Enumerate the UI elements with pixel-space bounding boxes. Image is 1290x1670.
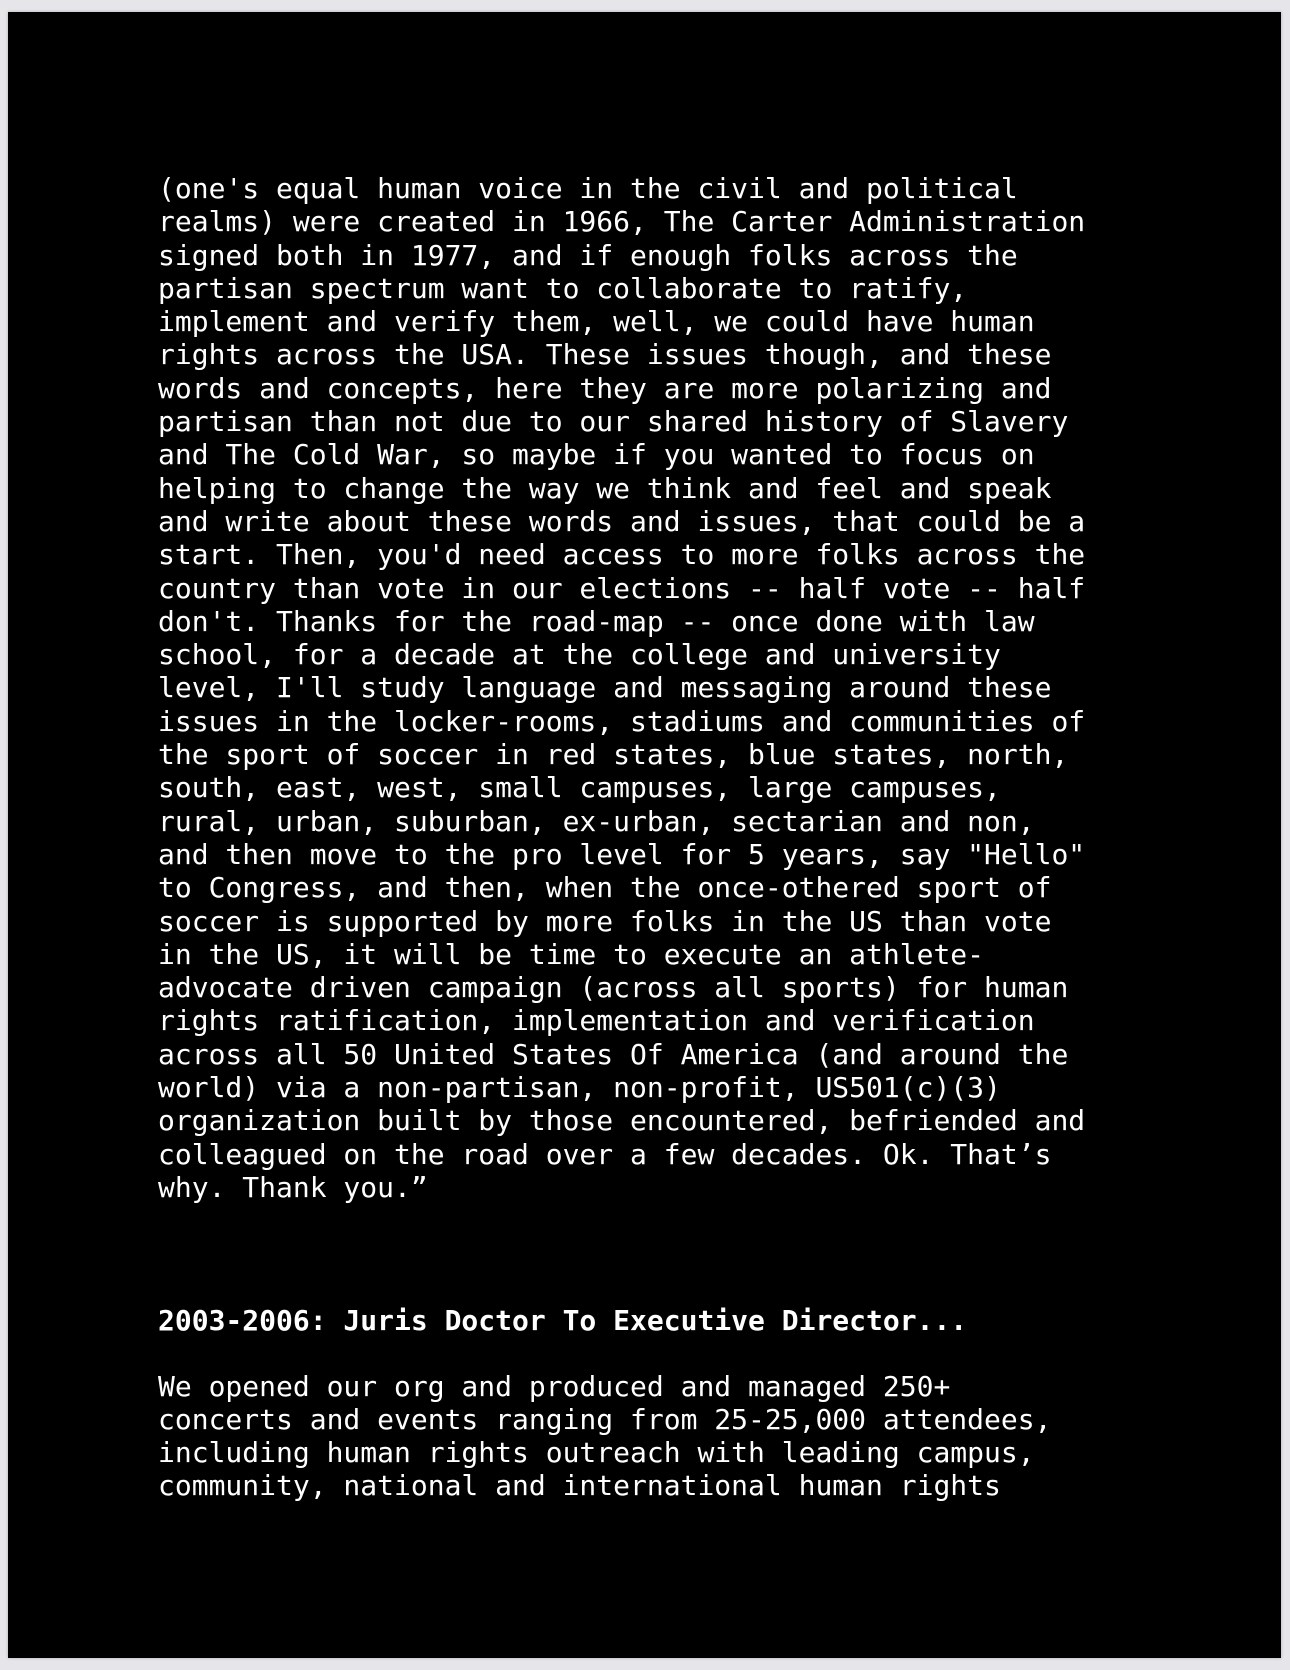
- text-line: partisan than not due to our shared history of Slavery: [158, 405, 1069, 439]
- text-line: rural, urban, suburban, ex-urban, sectarian and non,: [158, 804, 1035, 838]
- text-line: community, national and international human rights: [158, 1469, 1001, 1503]
- text-line: and write about these words and issues, that could be a: [158, 504, 1086, 538]
- text-line: realms) were created in 1966, The Carter Administration: [158, 205, 1086, 239]
- body-paragraph-2: [158, 1370, 1168, 1503]
- text-line: world) via a non-partisan, non-profit, US501(c)(3): [158, 1071, 1001, 1105]
- text-line: issues in the locker-rooms, stadiums and communities of: [158, 704, 1086, 738]
- text-line: and The Cold War, so maybe if you wanted to focus on: [158, 438, 1035, 472]
- text-line: partisan spectrum want to collaborate to ratify,: [158, 271, 968, 305]
- text-line: to Congress, and then, when the once-othered sport of: [158, 871, 1052, 905]
- text-line: start. Then, you'd need access to more folks across the: [158, 538, 1086, 572]
- text-line: (one's equal human voice in the civil and political: [158, 172, 1018, 205]
- text-line: south, east, west, small campuses, large campuses,: [158, 771, 1001, 805]
- text-line: rights across the USA. These issues though, and these: [158, 338, 1052, 372]
- body-paragraph-1: [158, 172, 1168, 1204]
- text-line: across all 50 United States Of America (and around the: [158, 1037, 1069, 1071]
- text-line: including human rights outreach with leading campus,: [158, 1436, 1035, 1470]
- text-line: words and concepts, here they are more polarizing and: [158, 371, 1052, 405]
- text-line: advocate driven campaign (across all sports) for human: [158, 971, 1069, 1005]
- text-line: don't. Thanks for the road-map -- once done with law: [158, 604, 1035, 638]
- page-content: [158, 172, 1168, 1503]
- text-line: in the US, it will be time to execute an athlete-: [158, 937, 985, 971]
- text-line: organization built by those encountered, befriended and: [158, 1104, 1086, 1138]
- text-line: soccer is supported by more folks in the US than vote: [158, 904, 1052, 938]
- text-line: country than vote in our elections -- half vote -- half: [158, 571, 1086, 605]
- text-line: level, I'll study language and messaging around these: [158, 671, 1052, 705]
- text-line: the sport of soccer in red states, blue states, north,: [158, 738, 1069, 772]
- text-line: why. Thank you.”: [158, 1170, 428, 1204]
- text-line: helping to change the way we think and feel and speak: [158, 471, 1052, 505]
- document-page: [8, 12, 1281, 1658]
- text-line: We opened our org and produced and managed 250+: [158, 1369, 951, 1403]
- text-line: rights ratification, implementation and verification: [158, 1004, 1035, 1038]
- text-line: signed both in 1977, and if enough folks across the: [158, 238, 1018, 272]
- text-line: school, for a decade at the college and university: [158, 638, 1001, 672]
- text-line: colleagued on the road over a few decades. Ok. That’s: [158, 1137, 1052, 1171]
- text-line: and then move to the pro level for 5 years, say "Hello": [158, 837, 1086, 871]
- section-heading: 2003-2006: Juris Doctor To Executive Director...: [158, 1304, 968, 1338]
- text-line: concerts and events ranging from 25-25,000 attendees,: [158, 1402, 1052, 1436]
- text-line: implement and verify them, well, we could have human: [158, 305, 1035, 339]
